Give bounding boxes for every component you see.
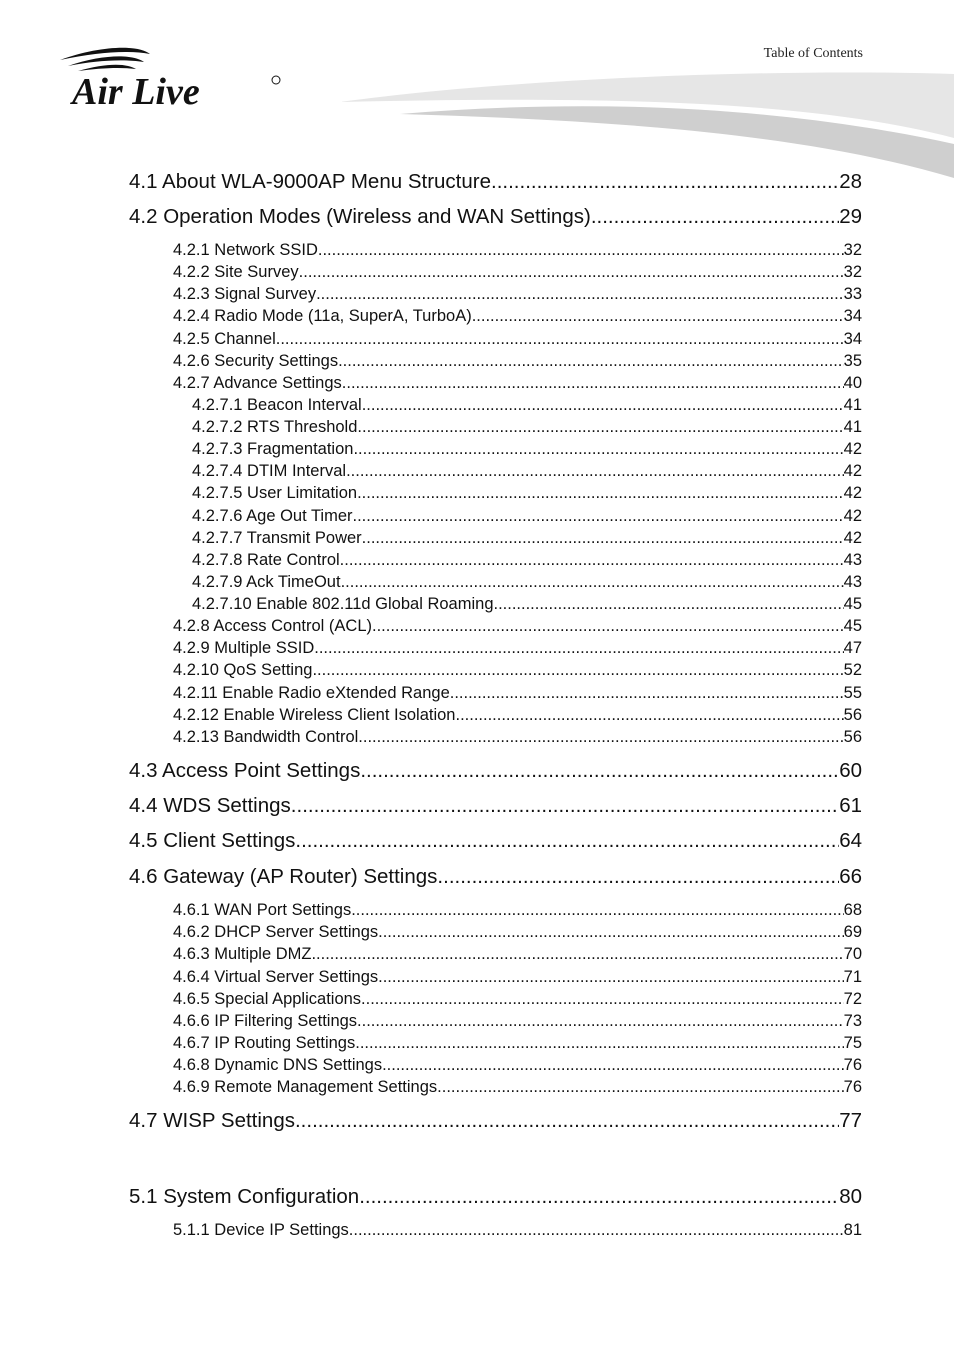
toc-entry[interactable]: 4.2.7.4 DTIM Interval ..... 42	[192, 461, 862, 481]
toc-entry[interactable]: 4.2.7.9 Ack TimeOut ..... 43	[192, 572, 862, 592]
toc-entry[interactable]: 4.2.11 Enable Radio eXtended Range ..... 55	[173, 683, 862, 703]
toc-entry[interactable]: 4.3 Access Point Settings ..... 60	[129, 758, 862, 784]
toc-entry[interactable]: 5.1 System Configuration ..... 80	[129, 1184, 862, 1210]
toc-entry[interactable]: 4.6.9 Remote Management Settings ..... 76	[173, 1077, 862, 1097]
section-header-label: Table of Contents	[763, 46, 863, 61]
toc-entry[interactable]: 4.2.5 Channel ..... 34	[173, 329, 862, 349]
toc-entry[interactable]: 4.2.7.7 Transmit Power ..... 42	[192, 528, 862, 548]
toc-entry[interactable]: 4.2.7.6 Age Out Timer ..... 42	[192, 506, 862, 526]
toc-entry[interactable]: 4.6.3 Multiple DMZ ..... 70	[173, 944, 862, 964]
toc-entry[interactable]: 4.6 Gateway (AP Router) Settings ..... 66	[129, 864, 862, 890]
toc-entry[interactable]: 4.2.6 Security Settings ..... 35	[173, 351, 862, 371]
toc-entry[interactable]: 4.6.7 IP Routing Settings ..... 75	[173, 1033, 862, 1053]
toc-entry[interactable]: 4.2 Operation Modes (Wireless and WAN Settings) ..... 29	[129, 204, 862, 230]
toc-entry[interactable]: 4.2.2 Site Survey ..... 32	[173, 262, 862, 282]
toc-entry[interactable]: 4.7 WISP Settings ..... 77	[129, 1108, 862, 1134]
toc-entry[interactable]: 5.1.1 Device IP Settings ..... 81	[173, 1220, 862, 1240]
toc-entry[interactable]: 4.6.5 Special Applications ..... 72	[173, 989, 862, 1009]
toc-entry[interactable]: 4.6.8 Dynamic DNS Settings ..... 76	[173, 1055, 862, 1075]
toc-entry[interactable]: 4.2.7.5 User Limitation ..... 42	[192, 483, 862, 503]
toc-entry[interactable]: 4.2.7.3 Fragmentation ..... 42	[192, 439, 862, 459]
toc-entry[interactable]: 4.2.13 Bandwidth Control ..... 56	[173, 727, 862, 747]
toc-entry[interactable]: 4.6.2 DHCP Server Settings ..... 69	[173, 922, 862, 942]
toc-entry[interactable]: 4.2.10 QoS Setting ..... 52	[173, 660, 862, 680]
toc-entry[interactable]: 4.2.8 Access Control (ACL) ..... 45	[173, 616, 862, 636]
toc-entry[interactable]: 4.1 About WLA-9000AP Menu Structure ..... 28	[129, 169, 862, 195]
toc-entry[interactable]: 4.2.12 Enable Wireless Client Isolation ..... 56	[173, 705, 862, 725]
logo-wordmark: Air Live	[72, 71, 200, 110]
toc-entry[interactable]: 4.2.9 Multiple SSID ..... 47	[173, 638, 862, 658]
toc-entry[interactable]: 4.6.1 WAN Port Settings ..... 68	[173, 900, 862, 920]
toc-entry[interactable]: 4.2.7 Advance Settings ..... 40	[173, 373, 862, 393]
toc-entry[interactable]: 4.2.7.2 RTS Threshold ..... 41	[192, 417, 862, 437]
toc-entry[interactable]: 4.6.6 IP Filtering Settings ..... 73	[173, 1011, 862, 1031]
toc-entry[interactable]: 4.5 Client Settings ..... 64	[129, 828, 862, 854]
toc-entry[interactable]: 4.2.1 Network SSID ..... 32	[173, 240, 862, 260]
toc-entry[interactable]: 4.2.7.10 Enable 802.11d Global Roaming ..... 45	[192, 594, 862, 614]
toc-entry[interactable]: 4.4 WDS Settings ..... 61	[129, 793, 862, 819]
toc-entry[interactable]: 4.2.7.1 Beacon Interval ..... 41	[192, 395, 862, 415]
toc-entry[interactable]: 4.2.4 Radio Mode (11a, SuperA, TurboA) ..... 34	[173, 306, 862, 326]
toc-entry[interactable]: 4.2.3 Signal Survey ..... 33	[173, 284, 862, 304]
toc-entry[interactable]: 4.6.4 Virtual Server Settings ..... 71	[173, 967, 862, 987]
toc-entry[interactable]: 4.2.7.8 Rate Control ..... 43	[192, 550, 862, 570]
